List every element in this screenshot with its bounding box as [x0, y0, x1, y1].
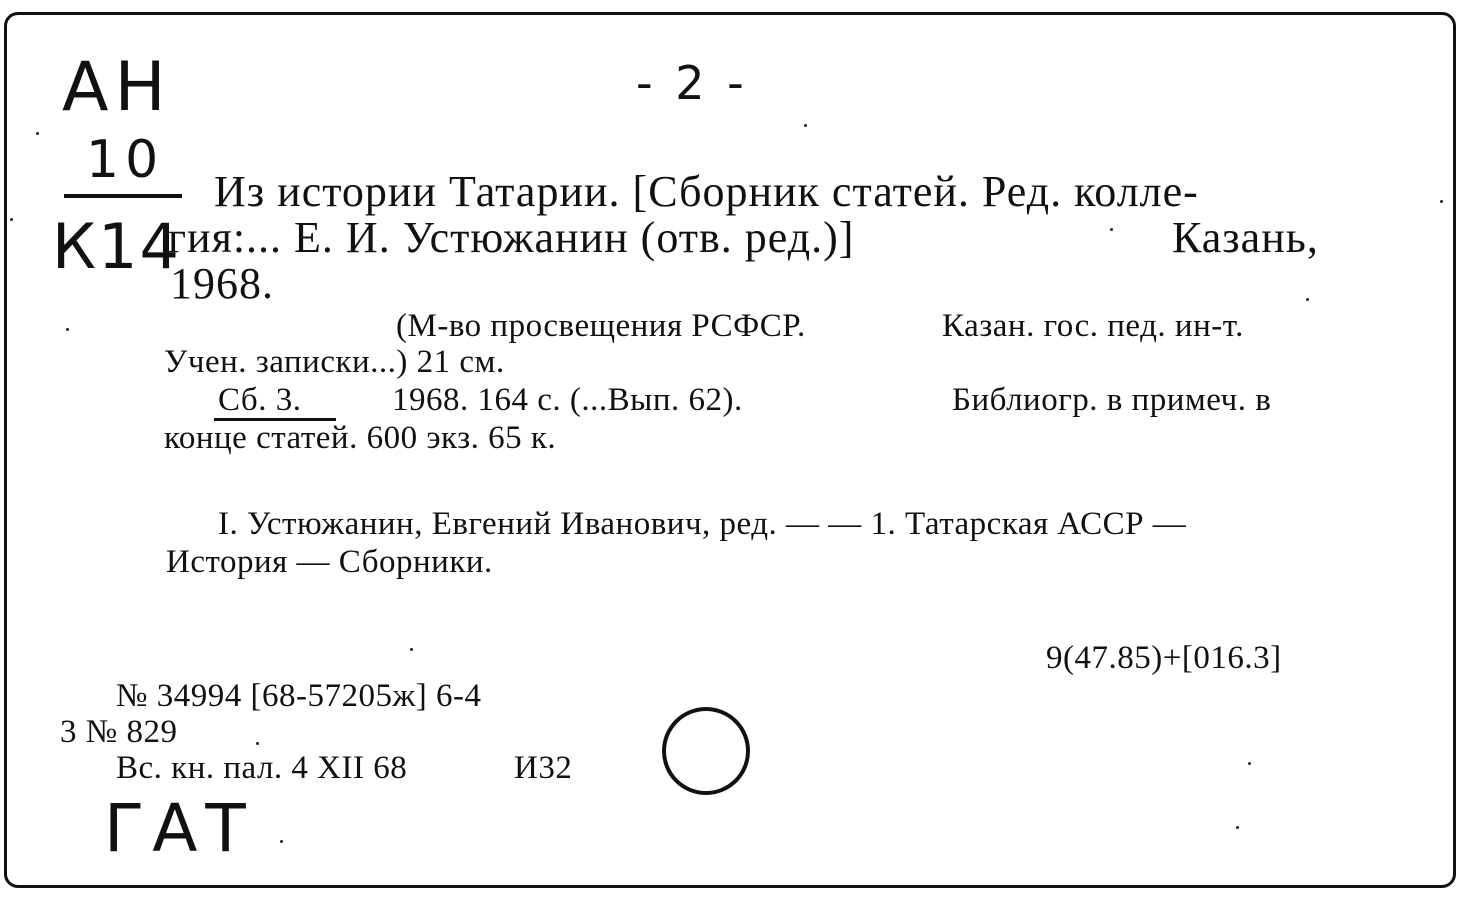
entry-series-line-2: Учен. записки...) 21 см.	[164, 344, 505, 380]
handwritten-fraction-numerator: 10	[86, 130, 165, 190]
handwritten-fraction-denominator: К14	[52, 210, 181, 283]
entry-series-line-1b: Казан. гос. пед. ин-т.	[942, 308, 1244, 344]
entry-title-line-2: гия:... Е. И. Устюжанин (отв. ред.)]	[168, 213, 855, 262]
entry-series-line-1a: (М-во просвещения РСФСР.	[396, 308, 806, 344]
scan-speck	[1248, 762, 1251, 765]
entry-tracing-line-2: История — Сборники.	[166, 544, 493, 580]
entry-year: 1968.	[170, 259, 274, 308]
card-punch-hole	[662, 707, 750, 795]
entry-volume-number: Сб. 3.	[218, 382, 302, 418]
imprint-line-3: Вс. кн. пал. 4 XII 68	[116, 750, 408, 786]
entry-bibliography-note: Библиогр. в примеч. в	[952, 382, 1272, 418]
scan-speck	[1306, 298, 1309, 301]
scan-speck	[280, 840, 283, 843]
imprint-line-3-code: И32	[514, 750, 573, 786]
entry-tracing-line-1: I. Устюжанин, Евгений Иванович, ред. — — 1. Татарская АССР —	[218, 506, 1187, 542]
scan-speck	[10, 218, 13, 221]
scan-speck	[1110, 228, 1113, 231]
scan-speck	[36, 132, 39, 135]
scan-speck	[256, 742, 259, 745]
scan-speck	[1440, 200, 1443, 203]
scan-speck	[1236, 826, 1239, 829]
handwritten-footer-code: ГАТ	[104, 790, 254, 867]
handwritten-shelf-code: АН	[62, 48, 172, 127]
handwritten-page-marker: - 2 -	[636, 56, 748, 110]
scan-speck	[66, 328, 69, 331]
entry-place-of-publication: Казань,	[1172, 213, 1319, 262]
scan-speck	[410, 648, 413, 651]
entry-volume-details: 1968. 164 с. (...Вып. 62).	[392, 382, 743, 418]
scan-speck	[804, 124, 807, 127]
imprint-line-2: 3 № 829	[60, 714, 178, 750]
classification-index: 9(47.85)+[016.3]	[1046, 640, 1282, 676]
entry-title-line-1: Из истории Татарии. [Сборник статей. Ред. колле-	[214, 167, 1199, 216]
entry-volume-line-2: конце статей. 600 экз. 65 к.	[164, 420, 557, 456]
imprint-line-1: № 34994 [68-57205ж] 6-4	[116, 678, 482, 714]
handwritten-fraction-bar	[64, 194, 182, 198]
